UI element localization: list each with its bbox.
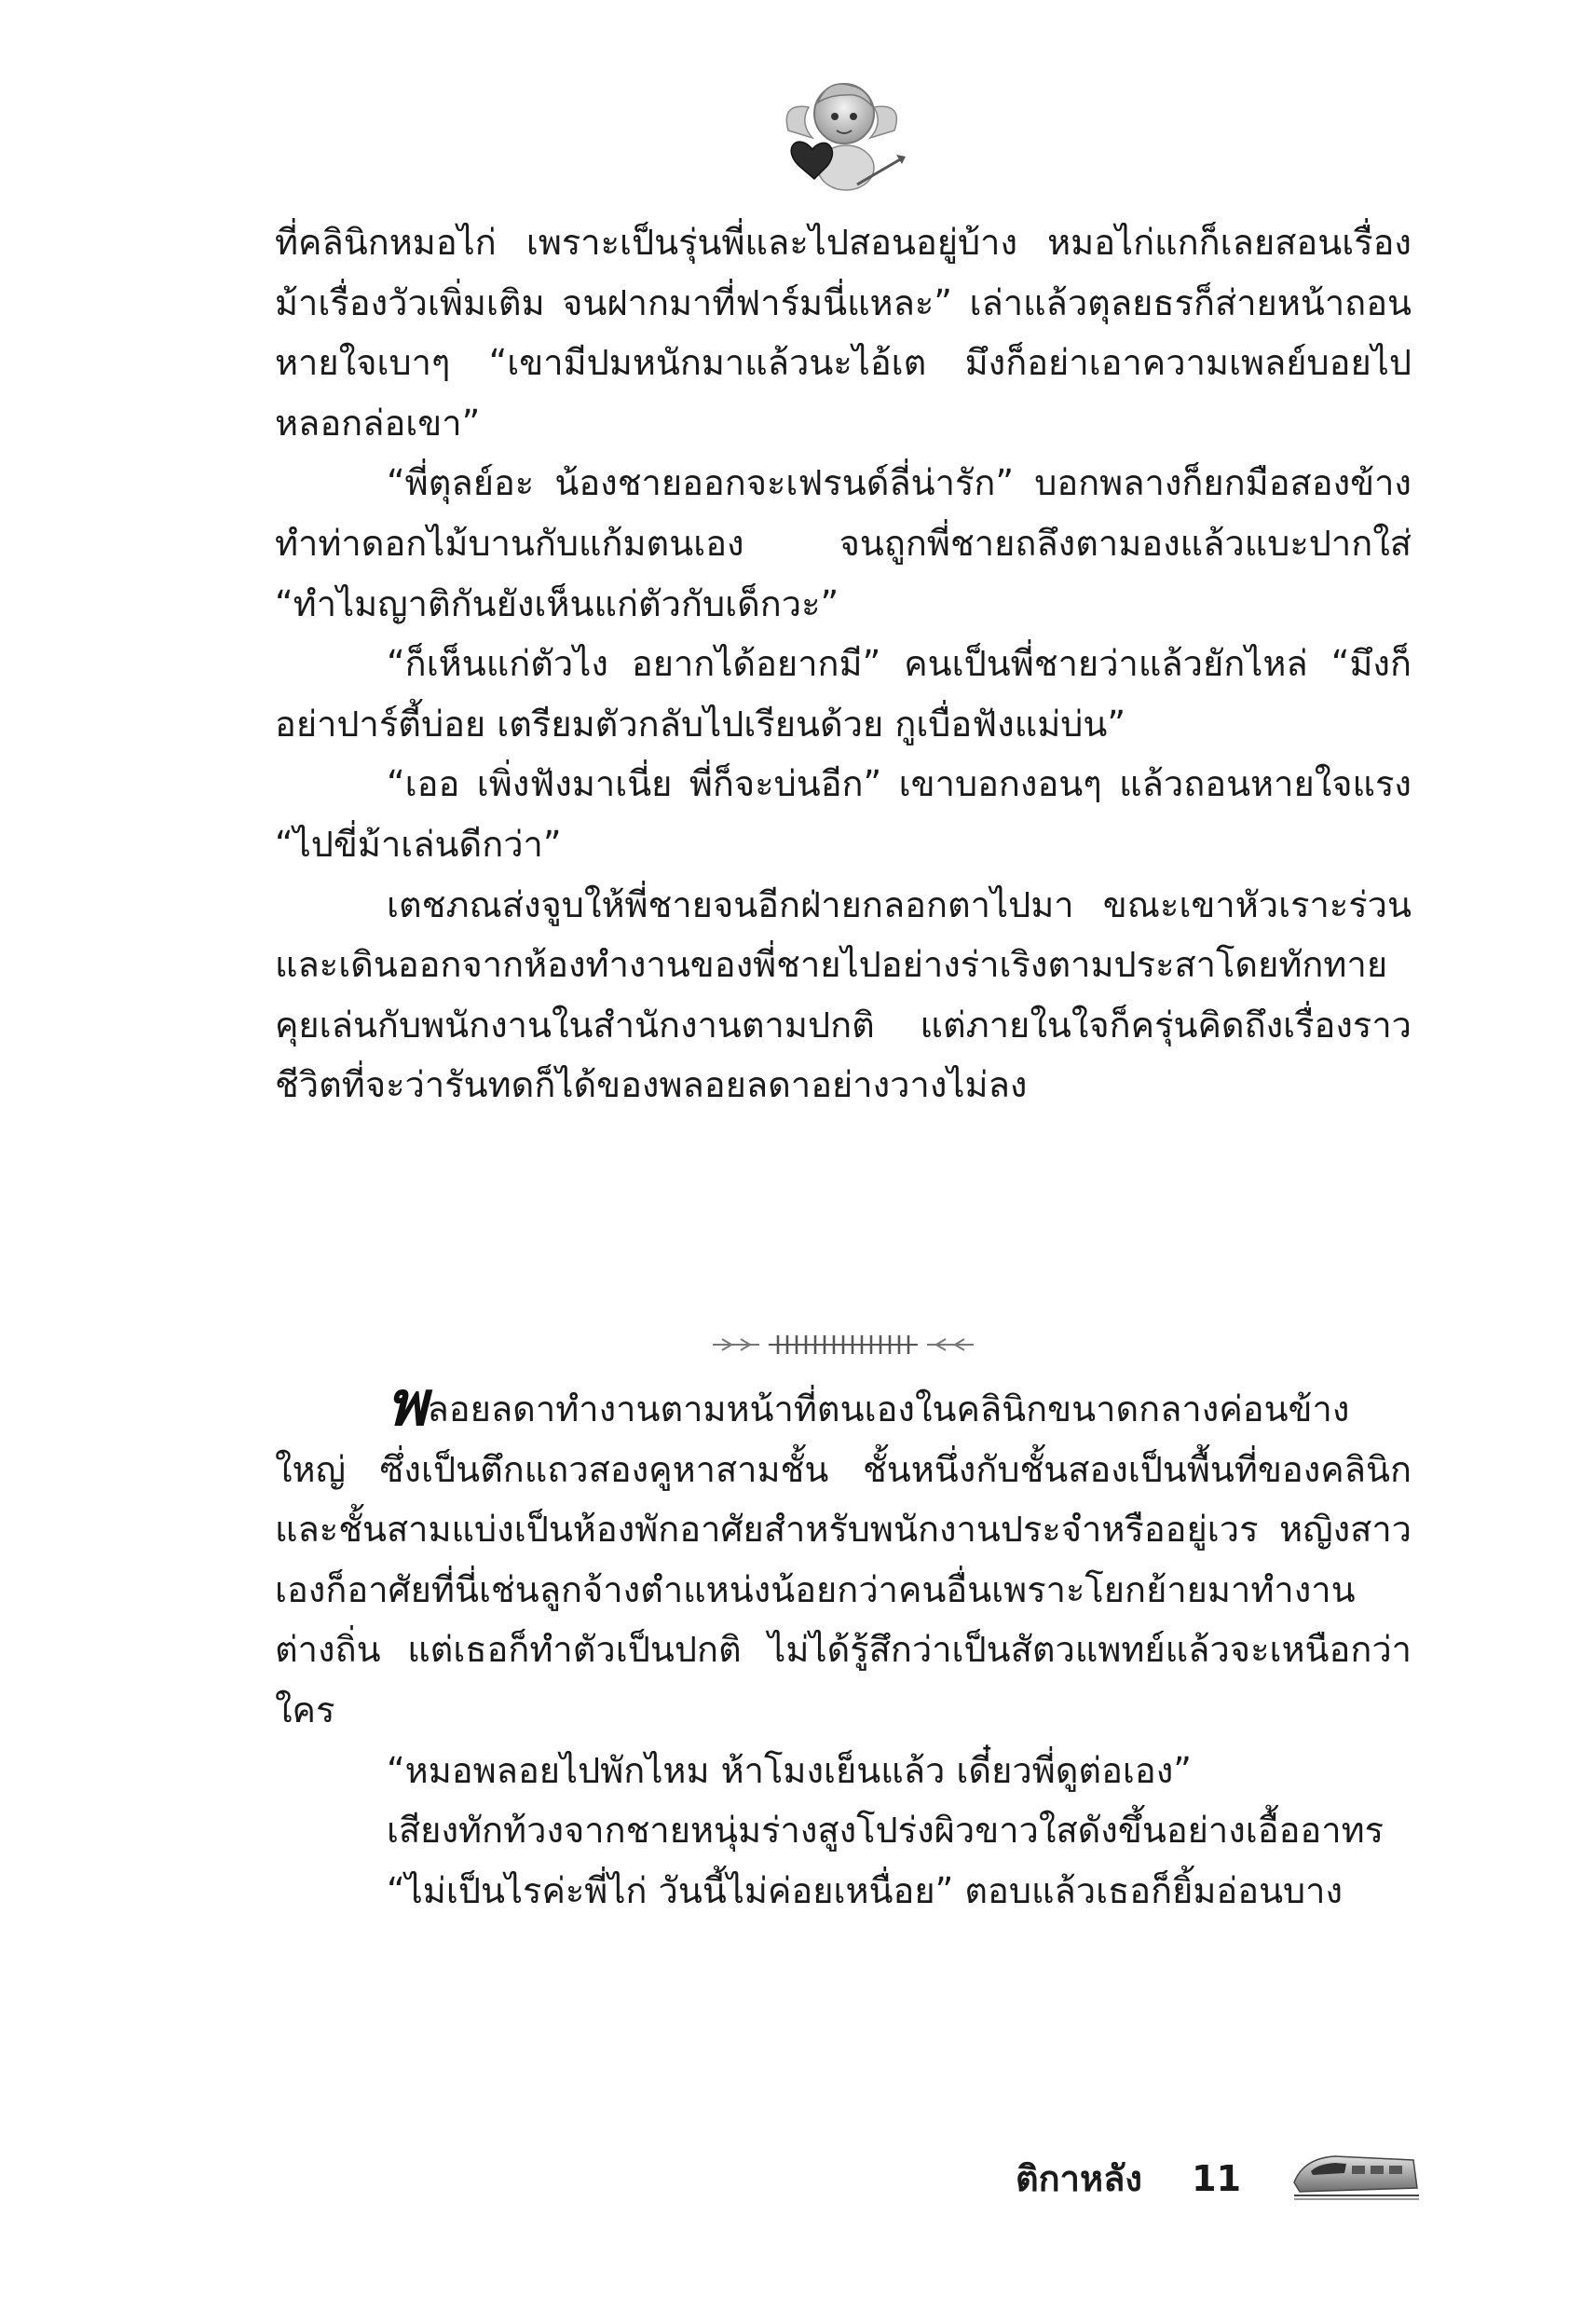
text-block-bottom bbox=[275, 1367, 1412, 1921]
cupid-heart-icon bbox=[771, 65, 911, 205]
page-footer bbox=[1016, 2150, 1241, 2207]
paragraph: “พี่ตุลย์อะ น้องชายออกจะเฟรนด์ลี่น่ารัก” บอกพลางก็ยกมือสองข้างทำท่าดอกไม้บานกับแก้มตนเอง จนถูกพี่ชายถลึงตามองแล้วแบะปากใส่ “ทำไมญาติกันยังเห็นแก่ตัวกับเด็กวะ” bbox=[275, 462, 1412, 624]
ornament-divider-icon bbox=[703, 1328, 983, 1361]
train-icon bbox=[1290, 2143, 1421, 2208]
page-number: 11 bbox=[1192, 2158, 1242, 2199]
paragraph: เตชภณส่งจูบให้พี่ชายจนอีกฝ่ายกลอกตาไปมา ขณะเขาหัวเราะร่วนและเดินออกจากห้องทำงานของพี่ชายไปอย่างร่าเริงตามประสาโดยทักทายคุยเล่นกับพนักงานในสำนักงานตามปกติ แต่ภายในใจก็ครุ่นคิดถึงเรื่องราวชีวิตที่จะว่ารันทดก็ได้ของพลอยลดาอย่างวางไม่ลง bbox=[275, 883, 1412, 1106]
text-block-top bbox=[275, 212, 1412, 1115]
paragraph: “ไม่เป็นไรค่ะพี่ไก่ วันนี้ไม่ค่อยเหนื่อย” ตอบแล้วเธอก็ยิ้มอ่อนบาง bbox=[387, 1869, 1344, 1911]
paragraph bbox=[275, 1367, 1412, 1741]
paragraph: เสียงทักท้วงจากชายหนุ่มร่างสูงโปร่งผิวขาวใสดังขึ้นอย่างเอื้ออาทร bbox=[387, 1810, 1385, 1852]
paragraph: “เออ เพิ่งฟังมาเนี่ย พี่ก็จะบ่นอีก” เขาบอกงอนๆ แล้วถอนหายใจแรง “ไปขี่ม้าเล่นดีกว่า” bbox=[275, 763, 1412, 865]
paragraph: “ก็เห็นแก่ตัวไง อยากได้อยากมี” คนเป็นพี่ชายว่าแล้วยักไหล่ “มึงก็อย่าปาร์ตี้บ่อย เตรียมตัวกลับไปเรียนด้วย กูเบื่อฟังแม่บ่น” bbox=[275, 643, 1412, 745]
book-title: ติกาหลัง bbox=[1016, 2158, 1142, 2199]
drop-cap: พ bbox=[387, 1367, 428, 1440]
paragraph-text: ลอยลดาทำงานตามหน้าที่ตนเองในคลินิกขนาดกลางค่อนข้างใหญ่ ซึ่งเป็นตึกแถวสองคูหาสามชั้น ชั้นหนึ่งกับชั้นสองเป็นพื้นที่ของคลินิก และชั้นสามแบ่งเป็นห้องพักอาศัยสำหรับพนักงานประจำหรืออยู่เวร หญิงสาวเองก็อาศัยที่นี่เช่นลูกจ้างตำแหน่งน้อยกว่าคนอื่นเพราะโยกย้ายมาทำงานต่างถิ่น แต่เธอก็ทำตัวเป็นปกติ ไม่ได้รู้สึกว่าเป็นสัตวแพทย์แล้วจะเหนือกว่าใคร bbox=[275, 1388, 1412, 1730]
paragraph: “หมอพลอยไปพักไหม ห้าโมงเย็นแล้ว เดี๋ยวพี่ดูต่อเอง” bbox=[387, 1749, 1192, 1791]
paragraph: ที่คลินิกหมอไก่ เพราะเป็นรุ่นพี่และไปสอนอยู่บ้าง หมอไก่แกก็เลยสอนเรื่องม้าเรื่องวัวเพิ่มเติม จนฝากมาที่ฟาร์มนี่แหละ” เล่าแล้วตุลยธรก็ส่ายหน้าถอนหายใจเบาๆ “เขามีปมหนักมาแล้วนะไอ้เต มึงก็อย่าเอาความเพลย์บอยไปหลอกล่อเขา” bbox=[275, 222, 1412, 444]
